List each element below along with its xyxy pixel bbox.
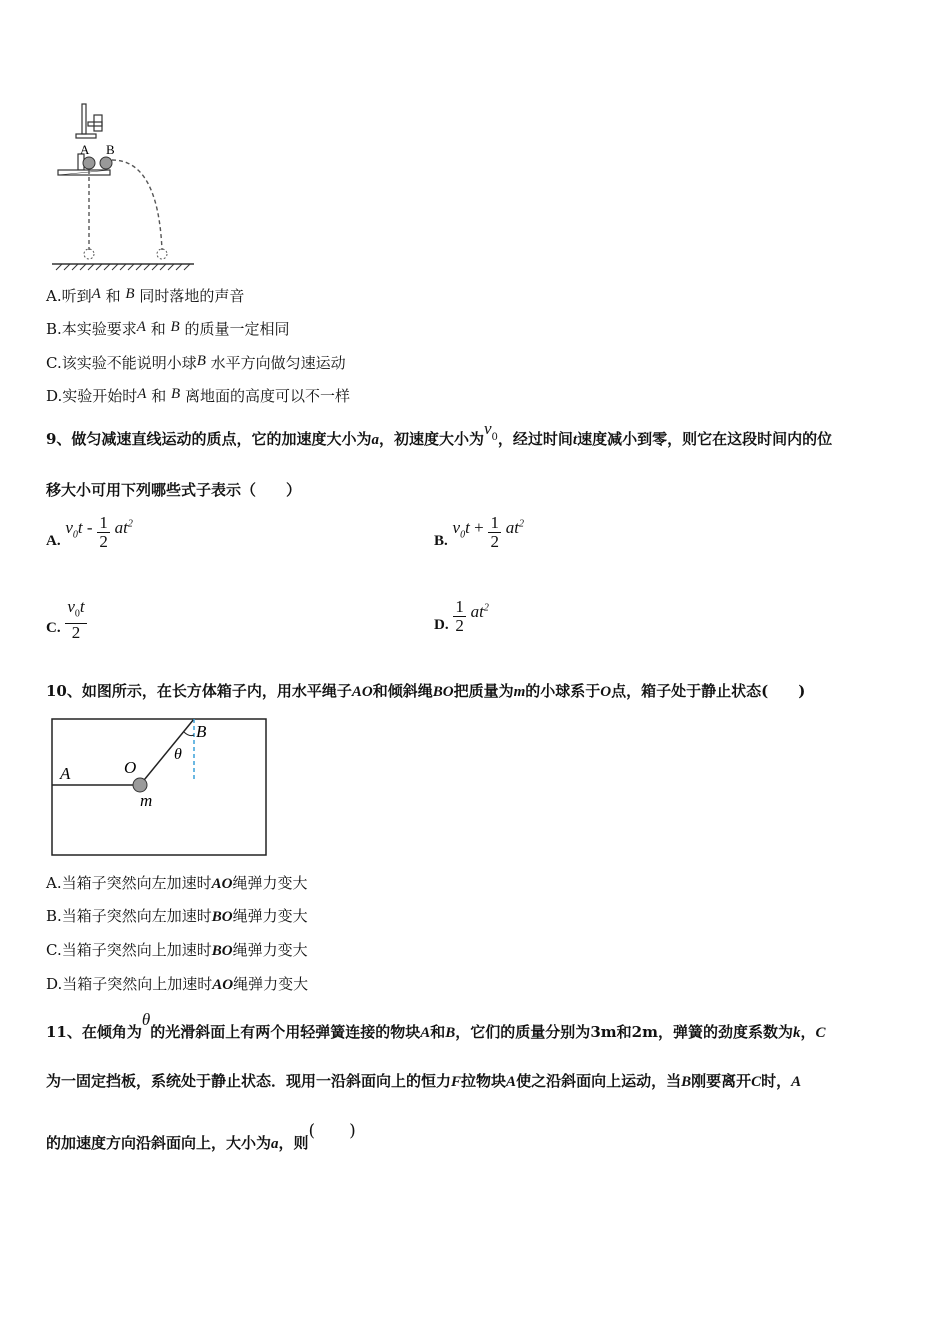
q8-option-d: D.实验开始时A 和 B 离地面的高度可以不一样: [46, 386, 350, 405]
q10-stem: 10、如图所示，在长方体箱子内，用水平绳子AO和倾斜绳BO把质量为m的小球系于O点，箱子处于静止状态( ): [46, 682, 806, 700]
q9-stem-line1: 9、做匀减速直线运动的质点，它的加速度大小为a，初速度大小为$v_0$，经过时间t速度减小到零，则它在这段时间内的位: [46, 419, 833, 448]
q9-stem-line2: 移大小可用下列哪些式子表示（ ）: [46, 481, 302, 499]
fig-label-o: O: [124, 758, 137, 777]
q10-option-c: C.当箱子突然向上加速时BO绳弹力变大: [46, 941, 308, 959]
q11-line1: 11、在倾角为θ的光滑斜面上有两个用轻弹簧连接的物块A和B，它们的质量分别为3m和2m，弹簧的劲度系数为k，C: [46, 1010, 826, 1041]
q9-option-a: A. $v_0t$ - $\frac{1}{2}$ $at^2$: [46, 513, 133, 551]
q9-option-b: B. $v_0t$ + $\frac{1}{2}$ $at^2$: [434, 513, 524, 551]
label-b: B: [106, 142, 115, 157]
q11-line2: 为一固定挡板，系统处于静止状态．现用一沿斜面向上的恒力F拉物块A使之沿斜面向上运动，当B刚要离开C时，A: [46, 1072, 802, 1090]
projectile-apparatus-figure: [48, 100, 198, 272]
fig-label-theta: θ: [174, 746, 182, 763]
q8-option-b: B.本实验要求A 和 B 的质量一定相同: [46, 319, 290, 338]
label-a: A: [80, 142, 90, 157]
fig-label-b: B: [196, 722, 207, 741]
q11-line3: 的加速度方向沿斜面向上，大小为a，则( ): [46, 1121, 356, 1152]
q10-option-a: A.当箱子突然向左加速时AO绳弹力变大: [46, 874, 308, 892]
q10-option-b: B.当箱子突然向左加速时BO绳弹力变大: [46, 907, 308, 925]
q10-option-d: D.当箱子突然向上加速时AO绳弹力变大: [46, 975, 309, 993]
box-rope-figure: [48, 715, 272, 861]
q9-option-d: D. $\frac{1}{2}$ $at^2$: [434, 597, 489, 635]
fig-label-m: m: [140, 791, 153, 810]
q9-option-c: C. $\frac{v_0t}{2}$: [46, 597, 85, 643]
q8-option-a: A.听到A 和 B 同时落地的声音: [46, 286, 245, 305]
fig-label-a: A: [60, 764, 71, 783]
q8-option-c: C.该实验不能说明小球B 水平方向做匀速运动: [46, 353, 346, 372]
